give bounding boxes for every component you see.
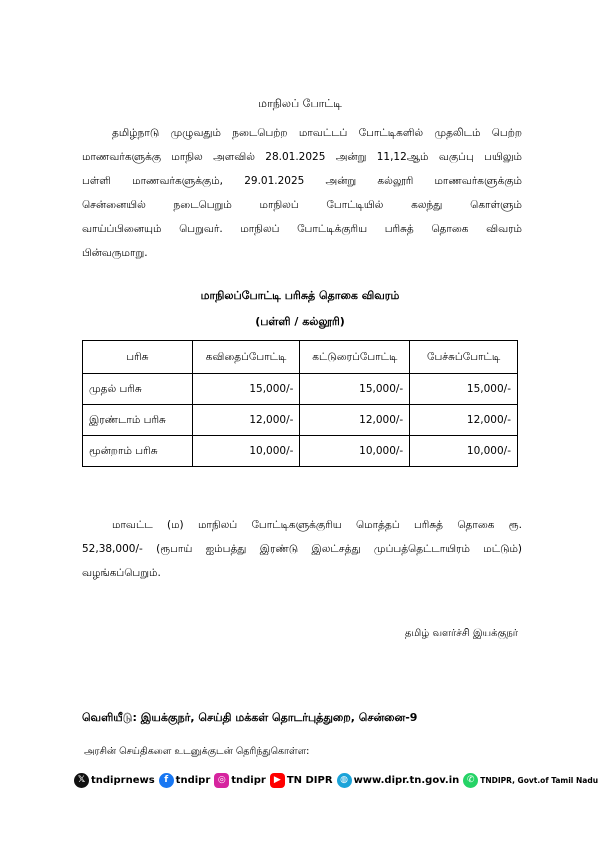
intro-line: பள்ளி மாணவர்களுக்கும், 29.01.2025 அன்று கல்லூரி மாணவர்களுக்கும் — [82, 175, 522, 187]
social-whatsapp-link[interactable] — [463, 773, 598, 788]
summary-paragraph — [82, 517, 522, 589]
globe-icon: ◍ — [337, 773, 352, 788]
intro-paragraph — [82, 125, 522, 269]
cell-value: 10,000/- — [300, 436, 410, 467]
intro-line: மாணவர்களுக்கு மாநில அளவில் 28.01.2025 அன்று 11,12ஆம் வகுப்பு பயிலும் — [82, 151, 522, 163]
facebook-handle: tndipr — [175, 774, 211, 786]
intro-line: பின்வருமாறு. — [82, 247, 148, 259]
social-website-link[interactable] — [337, 773, 460, 788]
signatory: தமிழ் வளர்ச்சி இயக்குநர் — [404, 628, 518, 639]
instagram-icon: ◎ — [214, 773, 229, 788]
facebook-icon: f — [159, 773, 174, 788]
summary-line: 52,38,000/- (ரூபாய் ஐம்பத்து இரண்டு இலட்சத்து முப்பத்தெட்டாயிரம் மட்டும்) — [82, 543, 522, 555]
table-title: மாநிலப்போட்டி பரிசுத் தொகை விவரம் — [200, 289, 400, 302]
social-x-link[interactable] — [74, 773, 155, 788]
publisher-line: வெளியீடு: இயக்குநர், செய்தி மக்கள் தொடர்புத்துறை, சென்னை-9 — [82, 711, 418, 724]
follow-text: அரசின் செய்திகளை உடனுக்குடன் தெரிந்துகொள்ள: — [84, 746, 310, 757]
intro-line: வாய்ப்பினையும் பெறுவர். மாநிலப் போட்டிக்குரிய பரிசுத் தொகை விவரம் — [82, 223, 522, 235]
header-speech: பேச்சுப்போட்டி — [410, 341, 518, 374]
table-row — [83, 374, 518, 405]
cell-value: 12,000/- — [410, 405, 518, 436]
summary-line: வழங்கப்பெறும். — [82, 567, 161, 579]
youtube-icon: ▶ — [270, 773, 285, 788]
cell-value: 15,000/- — [192, 374, 300, 405]
intro-line: தமிழ்நாடு முழுவதும் நடைபெற்ற மாவட்டப் போட்டிகளில் முதலிடம் பெற்ற — [112, 127, 522, 139]
instagram-handle: tndipr — [231, 774, 266, 786]
social-links-bar — [74, 769, 600, 791]
cell-value: 12,000/- — [300, 405, 410, 436]
row-label: மூன்றாம் பரிசு — [83, 436, 193, 467]
cell-value: 12,000/- — [192, 405, 300, 436]
x-icon: 𝕏 — [74, 773, 89, 788]
page-title: மாநிலப் போட்டி — [258, 97, 342, 110]
summary-line: மாவட்ட (ம) மாநிலப் போட்டிகளுக்குரிய மொத்தப் பரிசுத் தொகை ரூ. — [112, 519, 522, 531]
youtube-handle: TN DIPR — [286, 774, 333, 786]
social-facebook-link[interactable] — [159, 773, 211, 788]
header-prize: பரிசு — [83, 341, 193, 374]
website-url: www.dipr.tn.gov.in — [353, 774, 460, 786]
table-row — [83, 405, 518, 436]
whatsapp-icon: ✆ — [463, 773, 478, 788]
header-poetry: கவிதைப்போட்டி — [192, 341, 300, 374]
cell-value: 15,000/- — [410, 374, 518, 405]
social-youtube-link[interactable] — [270, 773, 333, 788]
table-row — [83, 436, 518, 467]
whatsapp-handle: TNDIPR, Govt.of Tamil Nadu — [480, 775, 599, 785]
table-subtitle: (பள்ளி / கல்லூரி) — [255, 315, 345, 328]
social-instagram-link[interactable] — [214, 773, 266, 788]
cell-value: 10,000/- — [410, 436, 518, 467]
x-handle: tndiprnews — [91, 774, 155, 786]
table-header-row — [83, 341, 518, 374]
intro-line: சென்னையில் நடைபெறும் மாநிலப் போட்டியில் கலந்து கொள்ளும் — [82, 199, 522, 211]
prize-table — [82, 340, 518, 467]
cell-value: 10,000/- — [192, 436, 300, 467]
row-label: முதல் பரிசு — [83, 374, 193, 405]
cell-value: 15,000/- — [300, 374, 410, 405]
row-label: இரண்டாம் பரிசு — [83, 405, 193, 436]
header-essay: கட்டுரைப்போட்டி — [300, 341, 410, 374]
